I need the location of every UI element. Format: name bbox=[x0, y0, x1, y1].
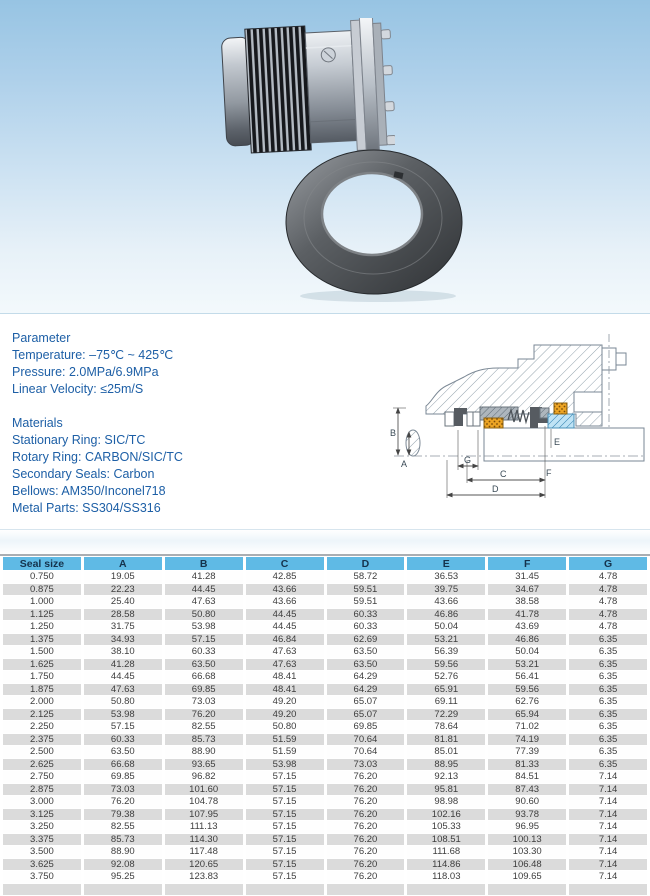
table-cell: 44.45 bbox=[84, 671, 162, 683]
table-cell: 76.20 bbox=[327, 859, 405, 871]
table-cell: 96.95 bbox=[488, 821, 566, 833]
highlight-band bbox=[0, 530, 650, 554]
table-cell: 42.85 bbox=[246, 571, 324, 583]
column-header: F bbox=[488, 557, 566, 570]
table-cell bbox=[407, 884, 485, 896]
table-cell: 107.95 bbox=[165, 809, 243, 821]
table-cell: 3.250 bbox=[3, 821, 81, 833]
table-cell: 101.60 bbox=[165, 784, 243, 796]
table-cell: 76.20 bbox=[327, 834, 405, 846]
table-cell: 87.43 bbox=[488, 784, 566, 796]
table-cell: 41.28 bbox=[165, 571, 243, 583]
table-cell: 31.75 bbox=[84, 621, 162, 633]
table-row bbox=[3, 609, 647, 621]
table-cell: 1.750 bbox=[3, 671, 81, 683]
table-cell: 50.04 bbox=[488, 646, 566, 658]
table-cell: 46.86 bbox=[488, 634, 566, 646]
table-row bbox=[3, 834, 647, 846]
table-cell: 50.80 bbox=[246, 721, 324, 733]
table-cell bbox=[84, 884, 162, 896]
table-cell: 111.68 bbox=[407, 846, 485, 858]
table-cell: 41.28 bbox=[84, 659, 162, 671]
column-header: G bbox=[569, 557, 647, 570]
table-cell: 39.75 bbox=[407, 584, 485, 596]
spec-line: Temperature: –75℃ ~ 425℃ bbox=[12, 348, 174, 362]
table-cell: 0.875 bbox=[3, 584, 81, 596]
table-cell: 117.48 bbox=[165, 846, 243, 858]
table-row bbox=[3, 734, 647, 746]
column-header: B bbox=[165, 557, 243, 570]
table-cell: 6.35 bbox=[569, 634, 647, 646]
table-cell: 59.56 bbox=[488, 684, 566, 696]
dim-label-e: E bbox=[554, 437, 561, 447]
table-row bbox=[3, 621, 647, 633]
table-cell: 25.40 bbox=[84, 596, 162, 608]
table-cell: 76.20 bbox=[165, 709, 243, 721]
table-cell: 81.33 bbox=[488, 759, 566, 771]
table-cell: 76.20 bbox=[84, 796, 162, 808]
table-cell: 114.86 bbox=[407, 859, 485, 871]
table-cell: 3.375 bbox=[3, 834, 81, 846]
column-header: D bbox=[327, 557, 405, 570]
table-cell: 7.14 bbox=[569, 821, 647, 833]
table-cell: 4.78 bbox=[569, 621, 647, 633]
table-cell: 82.55 bbox=[165, 721, 243, 733]
technical-diagram bbox=[388, 330, 646, 508]
table-cell bbox=[246, 884, 324, 896]
table-row bbox=[3, 684, 647, 696]
table-cell: 4.78 bbox=[569, 571, 647, 583]
parameter-lines bbox=[12, 347, 183, 398]
table-cell: 1.375 bbox=[3, 634, 81, 646]
column-header: E bbox=[407, 557, 485, 570]
table-cell: 22.23 bbox=[84, 584, 162, 596]
table-cell: 66.68 bbox=[165, 671, 243, 683]
table-cell: 62.76 bbox=[488, 696, 566, 708]
materials-block bbox=[12, 415, 183, 517]
table-row bbox=[3, 696, 647, 708]
table-cell: 76.20 bbox=[327, 796, 405, 808]
table-cell: 71.02 bbox=[488, 721, 566, 733]
dim-label-f: F bbox=[546, 468, 552, 478]
spec-line: Bellows: AM350/Inconel718 bbox=[12, 484, 166, 498]
table-cell: 43.69 bbox=[488, 621, 566, 633]
table-cell: 85.73 bbox=[84, 834, 162, 846]
hero-photo-area bbox=[0, 0, 650, 313]
table-cell: 57.15 bbox=[165, 634, 243, 646]
table-cell: 56.41 bbox=[488, 671, 566, 683]
table-cell: 58.72 bbox=[327, 571, 405, 583]
table-cell: 2.500 bbox=[3, 746, 81, 758]
spec-line: Secondary Seals: Carbon bbox=[12, 467, 155, 481]
table-cell: 7.14 bbox=[569, 871, 647, 883]
table-cell: 73.03 bbox=[327, 759, 405, 771]
table-cell: 28.58 bbox=[84, 609, 162, 621]
table-cell: 7.14 bbox=[569, 834, 647, 846]
table-cell: 62.69 bbox=[327, 634, 405, 646]
table-row bbox=[3, 784, 647, 796]
table-cell: 57.15 bbox=[246, 846, 324, 858]
table-cell: 72.29 bbox=[407, 709, 485, 721]
table-cell: 34.67 bbox=[488, 584, 566, 596]
table-row bbox=[3, 846, 647, 858]
spec-line: Linear Velocity: ≤25m/S bbox=[12, 382, 144, 396]
table-cell: 57.15 bbox=[246, 871, 324, 883]
table-cell: 1.125 bbox=[3, 609, 81, 621]
table-cell: 6.35 bbox=[569, 759, 647, 771]
table-cell: 106.48 bbox=[488, 859, 566, 871]
table-cell: 95.25 bbox=[84, 871, 162, 883]
size-table-head-row bbox=[3, 557, 647, 570]
spec-text bbox=[12, 330, 183, 534]
table-cell: 53.21 bbox=[488, 659, 566, 671]
table-cell: 7.14 bbox=[569, 771, 647, 783]
table-cell: 85.01 bbox=[407, 746, 485, 758]
table-cell: 63.50 bbox=[165, 659, 243, 671]
table-cell: 88.95 bbox=[407, 759, 485, 771]
table-row bbox=[3, 721, 647, 733]
table-cell: 43.66 bbox=[246, 596, 324, 608]
dim-label-b: B bbox=[390, 428, 397, 438]
table-cell: 92.13 bbox=[407, 771, 485, 783]
table-cell: 88.90 bbox=[84, 846, 162, 858]
table-cell: 47.63 bbox=[246, 646, 324, 658]
table-cell: 76.20 bbox=[327, 871, 405, 883]
table-cell: 53.98 bbox=[84, 709, 162, 721]
table-cell: 100.13 bbox=[488, 834, 566, 846]
table-row bbox=[3, 759, 647, 771]
table-cell: 76.20 bbox=[327, 784, 405, 796]
table-cell: 96.82 bbox=[165, 771, 243, 783]
table-cell: 76.20 bbox=[327, 809, 405, 821]
table-row bbox=[3, 634, 647, 646]
materials-lines bbox=[12, 432, 183, 517]
table-cell: 6.35 bbox=[569, 671, 647, 683]
table-cell: 120.65 bbox=[165, 859, 243, 871]
table-cell: 2.250 bbox=[3, 721, 81, 733]
table-cell: 7.14 bbox=[569, 784, 647, 796]
table-cell: 104.78 bbox=[165, 796, 243, 808]
table-cell: 38.58 bbox=[488, 596, 566, 608]
table-cell: 36.53 bbox=[407, 571, 485, 583]
table-cell: 60.33 bbox=[165, 646, 243, 658]
table-cell: 95.81 bbox=[407, 784, 485, 796]
table-cell: 1.875 bbox=[3, 684, 81, 696]
table-cell: 77.39 bbox=[488, 746, 566, 758]
table-cell: 111.13 bbox=[165, 821, 243, 833]
table-cell: 50.80 bbox=[84, 696, 162, 708]
table-cell: 49.20 bbox=[246, 696, 324, 708]
table-cell: 4.78 bbox=[569, 609, 647, 621]
table-cell: 57.15 bbox=[246, 809, 324, 821]
table-cell: 60.33 bbox=[84, 734, 162, 746]
table-cell: 7.14 bbox=[569, 859, 647, 871]
table-row bbox=[3, 671, 647, 683]
spec-line: Rotary Ring: CARBON/SIC/TC bbox=[12, 450, 183, 464]
spec-line: Stationary Ring: SIC/TC bbox=[12, 433, 146, 447]
table-cell: 43.66 bbox=[246, 584, 324, 596]
table-cell: 3.125 bbox=[3, 809, 81, 821]
table-cell: 1.000 bbox=[3, 596, 81, 608]
table-cell: 69.85 bbox=[165, 684, 243, 696]
table-cell: 65.94 bbox=[488, 709, 566, 721]
table-cell: 73.03 bbox=[165, 696, 243, 708]
table-cell: 47.63 bbox=[165, 596, 243, 608]
table-cell bbox=[3, 884, 81, 896]
table-cell: 79.38 bbox=[84, 809, 162, 821]
table-cell bbox=[327, 884, 405, 896]
table-cell: 90.60 bbox=[488, 796, 566, 808]
dim-label-a: A bbox=[401, 459, 408, 469]
table-cell: 69.85 bbox=[327, 721, 405, 733]
table-cell: 48.41 bbox=[246, 684, 324, 696]
table-row bbox=[3, 821, 647, 833]
table-cell: 57.15 bbox=[246, 784, 324, 796]
table-cell: 57.15 bbox=[246, 834, 324, 846]
table-cell: 52.76 bbox=[407, 671, 485, 683]
table-cell: 44.45 bbox=[165, 584, 243, 596]
parameter-block bbox=[12, 330, 183, 398]
table-cell: 3.750 bbox=[3, 871, 81, 883]
table-cell: 65.07 bbox=[327, 696, 405, 708]
table-row bbox=[3, 746, 647, 758]
table-cell: 6.35 bbox=[569, 659, 647, 671]
table-cell: 65.07 bbox=[327, 709, 405, 721]
dim-label-c: C bbox=[500, 469, 507, 479]
table-cell: 63.50 bbox=[84, 746, 162, 758]
table-cell: 1.500 bbox=[3, 646, 81, 658]
table-cell: 98.98 bbox=[407, 796, 485, 808]
table-cell: 6.35 bbox=[569, 646, 647, 658]
table-cell: 88.90 bbox=[165, 746, 243, 758]
table-row bbox=[3, 571, 647, 583]
table-cell: 63.50 bbox=[327, 659, 405, 671]
table-cell: 31.45 bbox=[488, 571, 566, 583]
table-cell: 57.15 bbox=[84, 721, 162, 733]
table-row bbox=[3, 809, 647, 821]
spec-line: Pressure: 2.0MPa/6.9MPa bbox=[12, 365, 159, 379]
table-cell: 123.83 bbox=[165, 871, 243, 883]
table-cell: 59.56 bbox=[407, 659, 485, 671]
table-cell: 76.20 bbox=[327, 846, 405, 858]
table-cell: 47.63 bbox=[84, 684, 162, 696]
table-row bbox=[3, 596, 647, 608]
table-cell: 66.68 bbox=[84, 759, 162, 771]
table-cell: 64.29 bbox=[327, 684, 405, 696]
table-cell: 2.875 bbox=[3, 784, 81, 796]
table-cell: 1.250 bbox=[3, 621, 81, 633]
table-cell: 84.51 bbox=[488, 771, 566, 783]
table-cell: 57.15 bbox=[246, 771, 324, 783]
table-cell: 1.625 bbox=[3, 659, 81, 671]
table-cell: 93.65 bbox=[165, 759, 243, 771]
table-cell: 53.21 bbox=[407, 634, 485, 646]
table-row bbox=[3, 646, 647, 658]
table-cell: 3.625 bbox=[3, 859, 81, 871]
table-cell: 7.14 bbox=[569, 809, 647, 821]
table-cell: 69.11 bbox=[407, 696, 485, 708]
table-cell: 46.86 bbox=[407, 609, 485, 621]
table-cell: 3.500 bbox=[3, 846, 81, 858]
table-cell: 44.45 bbox=[246, 621, 324, 633]
table-cell: 85.73 bbox=[165, 734, 243, 746]
table-cell: 51.59 bbox=[246, 746, 324, 758]
table-cell: 76.20 bbox=[327, 821, 405, 833]
table-cell: 70.64 bbox=[327, 746, 405, 758]
table-cell: 43.66 bbox=[407, 596, 485, 608]
table-cell: 69.85 bbox=[84, 771, 162, 783]
table-cell: 59.51 bbox=[327, 584, 405, 596]
table-cell: 57.15 bbox=[246, 796, 324, 808]
column-header: A bbox=[84, 557, 162, 570]
table-cell: 2.375 bbox=[3, 734, 81, 746]
table-cell: 60.33 bbox=[327, 621, 405, 633]
table-cell: 6.35 bbox=[569, 734, 647, 746]
table-cell: 34.93 bbox=[84, 634, 162, 646]
table-cell: 82.55 bbox=[84, 821, 162, 833]
dim-label-g: G bbox=[464, 455, 472, 465]
table-cell: 76.20 bbox=[327, 771, 405, 783]
column-header: C bbox=[246, 557, 324, 570]
table-cell: 108.51 bbox=[407, 834, 485, 846]
table-cell: 63.50 bbox=[327, 646, 405, 658]
table-cell: 74.19 bbox=[488, 734, 566, 746]
carbon-ring-photo bbox=[282, 146, 467, 304]
table-cell: 4.78 bbox=[569, 584, 647, 596]
table-cell: 81.81 bbox=[407, 734, 485, 746]
table-cell: 49.20 bbox=[246, 709, 324, 721]
table-cell: 6.35 bbox=[569, 684, 647, 696]
table-cell: 46.84 bbox=[246, 634, 324, 646]
table-cell: 59.51 bbox=[327, 596, 405, 608]
table-cell: 2.625 bbox=[3, 759, 81, 771]
table-cell: 51.59 bbox=[246, 734, 324, 746]
spec-line: Metal Parts: SS304/SS316 bbox=[12, 501, 161, 515]
table-cell: 7.14 bbox=[569, 846, 647, 858]
table-cell: 50.80 bbox=[165, 609, 243, 621]
table-cell bbox=[488, 884, 566, 896]
table-cell: 60.33 bbox=[327, 609, 405, 621]
table-cell: 70.64 bbox=[327, 734, 405, 746]
column-header: Seal size bbox=[3, 557, 81, 570]
parameter-title: Parameter bbox=[12, 331, 71, 345]
table-cell: 73.03 bbox=[84, 784, 162, 796]
table-cell: 2.000 bbox=[3, 696, 81, 708]
table-row bbox=[3, 584, 647, 596]
table-cell: 2.750 bbox=[3, 771, 81, 783]
table-cell: 53.98 bbox=[246, 759, 324, 771]
table-cell: 6.35 bbox=[569, 709, 647, 721]
table-cell: 3.000 bbox=[3, 796, 81, 808]
table-cell: 6.35 bbox=[569, 721, 647, 733]
table-cell: 6.35 bbox=[569, 746, 647, 758]
size-table-body bbox=[3, 571, 647, 895]
bellows-seal-photo bbox=[220, 18, 395, 158]
table-row bbox=[3, 709, 647, 721]
table-cell bbox=[165, 884, 243, 896]
table-cell: 4.78 bbox=[569, 596, 647, 608]
table-cell: 64.29 bbox=[327, 671, 405, 683]
table-cell: 48.41 bbox=[246, 671, 324, 683]
table-row bbox=[3, 859, 647, 871]
table-cell: 93.78 bbox=[488, 809, 566, 821]
table-cell: 0.750 bbox=[3, 571, 81, 583]
section-divider bbox=[0, 313, 650, 314]
table-cell: 6.35 bbox=[569, 696, 647, 708]
table-cell: 50.04 bbox=[407, 621, 485, 633]
table-cell: 41.78 bbox=[488, 609, 566, 621]
table-cell: 56.39 bbox=[407, 646, 485, 658]
table-cell: 47.63 bbox=[246, 659, 324, 671]
table-row-empty bbox=[3, 884, 647, 896]
table-cell: 19.05 bbox=[84, 571, 162, 583]
table-cell: 7.14 bbox=[569, 796, 647, 808]
table-cell: 38.10 bbox=[84, 646, 162, 658]
table-cell: 92.08 bbox=[84, 859, 162, 871]
table-cell: 105.33 bbox=[407, 821, 485, 833]
table-cell: 109.65 bbox=[488, 871, 566, 883]
table-cell: 2.125 bbox=[3, 709, 81, 721]
table-cell: 57.15 bbox=[246, 821, 324, 833]
table-cell: 65.91 bbox=[407, 684, 485, 696]
table-cell: 44.45 bbox=[246, 609, 324, 621]
dim-label-d: D bbox=[492, 484, 499, 494]
table-cell: 78.64 bbox=[407, 721, 485, 733]
table-row bbox=[3, 659, 647, 671]
table-row bbox=[3, 796, 647, 808]
table-cell: 57.15 bbox=[246, 859, 324, 871]
table-row bbox=[3, 771, 647, 783]
table-cell: 114.30 bbox=[165, 834, 243, 846]
table-cell: 102.16 bbox=[407, 809, 485, 821]
table-cell bbox=[569, 884, 647, 896]
table-cell: 53.98 bbox=[165, 621, 243, 633]
table-cell: 118.03 bbox=[407, 871, 485, 883]
table-cell: 103.30 bbox=[488, 846, 566, 858]
size-table bbox=[0, 556, 650, 896]
table-row bbox=[3, 871, 647, 883]
materials-title: Materials bbox=[12, 416, 63, 430]
